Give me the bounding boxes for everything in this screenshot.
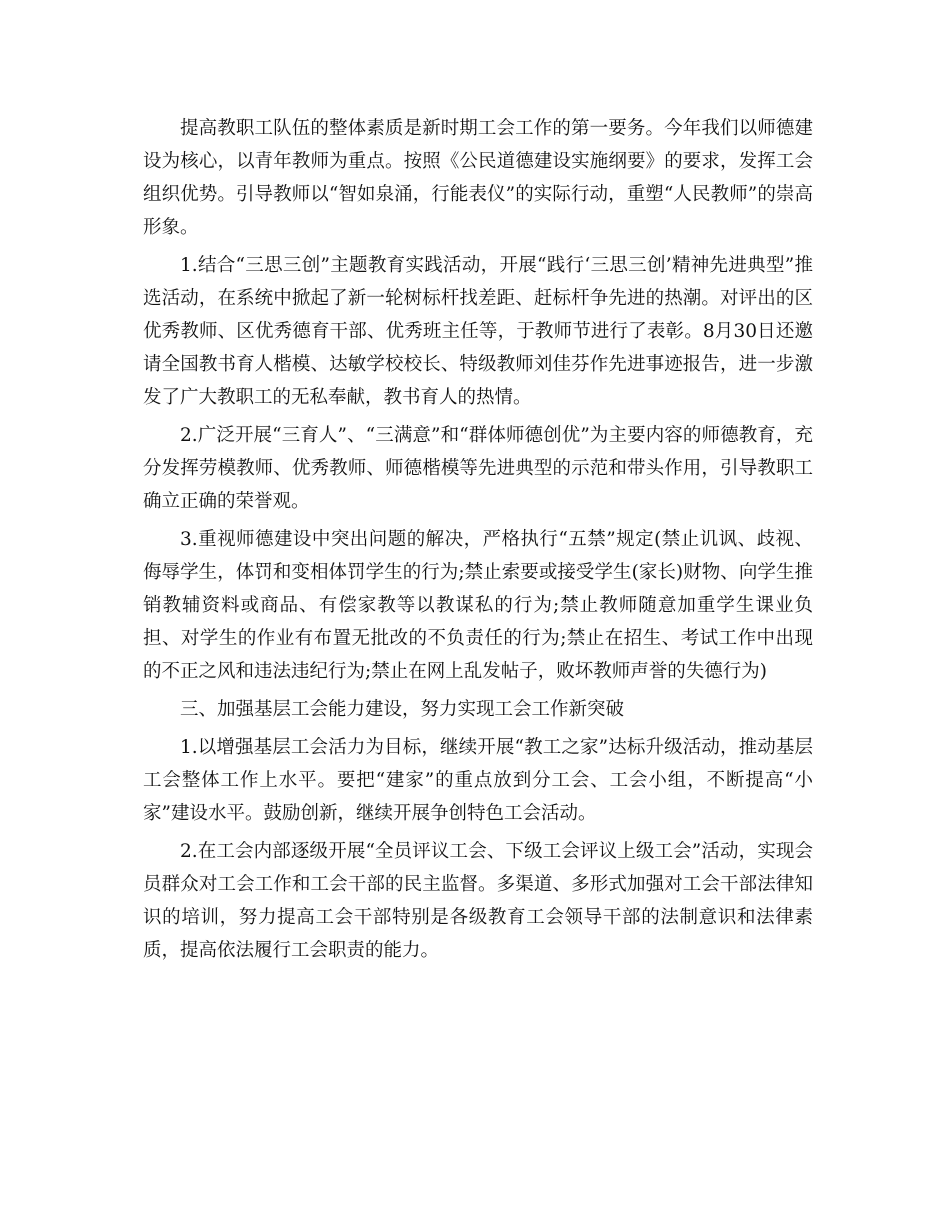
paragraph-intro: 提高教职工队伍的整体素质是新时期工会工作的第一要务。今年我们以师德建设为核心，以青年教师为重点。按照《公民道德建设实施纲要》的要求，发挥工会组织优势。引导教师以“智如泉涌，行能表仪”的实际行动，重塑“人民教师”的崇高形象。 [143, 118, 813, 238]
paragraph-item-1: 1.结合“三思三创”主题教育实践活动，开展“践行‘三思三创’精神先进典型”推选活动，在系统中掀起了新一轮树标杆找差距、赶标杆争先进的热潮。对评出的区优秀教师、区优秀德育干部、优秀班主任等，于教师节进行了表彰。8月30日还邀请全国教书育人楷模、达敏学校校长、特级教师刘佳芬作先进事迹报告，进一步激发了广大教职工的无私奉献，教书育人的热情。 [143, 255, 813, 408]
paragraph-item-2: 2.广泛开展“三育人”、“三满意”和“群体师德创优”为主要内容的师德教育，充分发挥劳模教师、优秀教师、师德楷模等先进典型的示范和带头作用，引导教职工确立正确的荣誉观。 [143, 425, 813, 512]
paragraph-section3-item-1: 1.以增强基层工会活力为目标，继续开展“教工之家”达标升级活动，推动基层工会整体工作上水平。要把“建家”的重点放到分工会、工会小组，不断提高“小家”建设水平。鼓励创新，继续开展争创特色工会活动。 [143, 737, 813, 824]
paragraph-section3-item-2: 2.在工会内部逐级开展“全员评议工会、下级工会评议上级工会”活动，实现会员群众对工会工作和工会干部的民主监督。多渠道、多形式加强对工会干部法律知识的培训，努力提高工会干部特别是各级教育工会领导干部的法制意识和法律素质，提高依法履行工会职责的能力。 [143, 841, 813, 961]
paragraph-item-3: 3.重视师德建设中突出问题的解决，严格执行“五禁”规定(禁止讥讽、歧视、侮辱学生，体罚和变相体罚学生的行为;禁止索要或接受学生(家长)财物、向学生推销教辅资料或商品、有偿家教等以教谋私的行为;禁止教师随意加重学生课业负担、对学生的作业有布置无批改的不负责任的行为;禁止在招生、考试工作中出现的不正之风和违法违纪行为;禁止在网上乱发帖子，败坏教师声誉的失德行为) [143, 529, 813, 682]
document-body [143, 112, 813, 972]
section-heading: 三、加强基层工会能力建设，努力实现工会工作新突破 [180, 699, 625, 720]
